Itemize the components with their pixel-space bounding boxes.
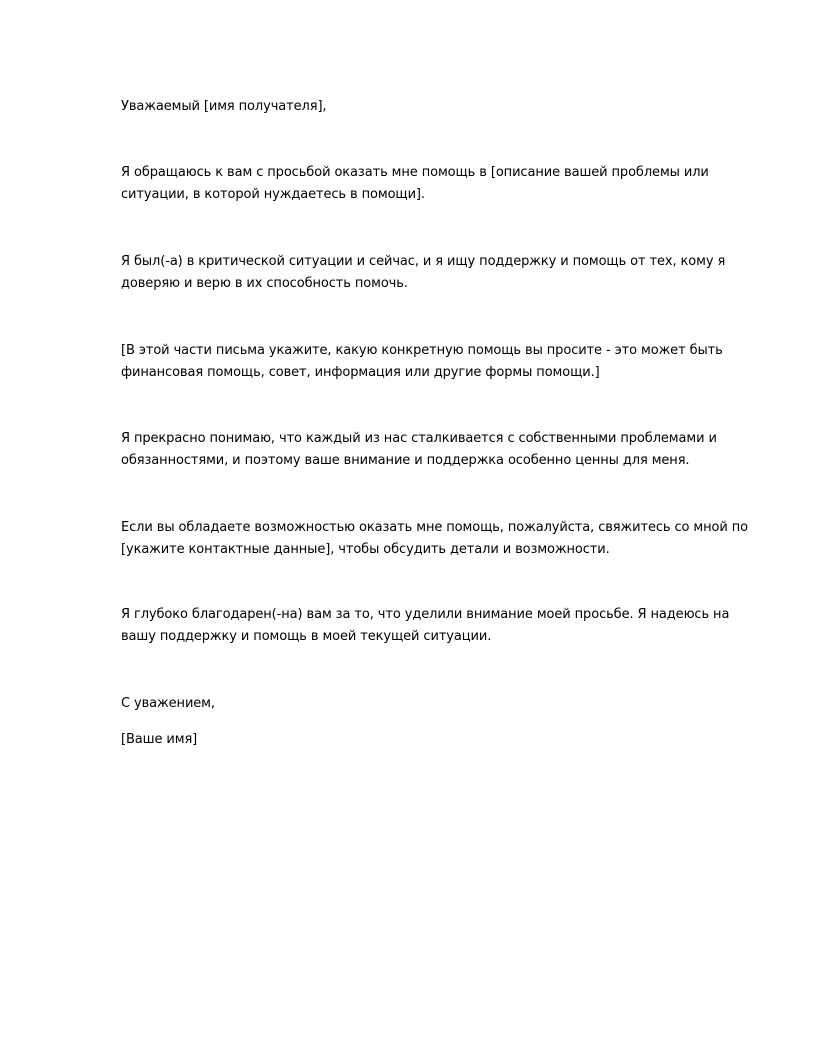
paragraph-5-line-2: [укажите контактные данные], чтобы обсудить детали и возможности. bbox=[121, 542, 610, 557]
salutation bbox=[121, 96, 706, 118]
paragraph-4 bbox=[121, 428, 717, 472]
paragraph-3 bbox=[121, 340, 723, 384]
paragraph-4-line-1: Я прекрасно понимаю, что каждый из нас сталкивается с собственными проблемами и bbox=[121, 431, 717, 446]
paragraph-5 bbox=[121, 517, 749, 561]
paragraph-6-line-1: Я глубоко благодарен(-на) вам за то, что уделили внимание моей просьбе. Я надеюсь на bbox=[121, 607, 730, 622]
closing-text: С уважением, bbox=[121, 696, 215, 711]
signature bbox=[121, 729, 706, 751]
paragraph-1-line-2: ситуации, в которой нуждаетесь в помощи]. bbox=[121, 187, 425, 202]
paragraph-6-line-2: вашу поддержку и помощь в моей текущей ситуации. bbox=[121, 629, 492, 644]
signature-text: [Ваше имя] bbox=[121, 732, 198, 747]
paragraph-4-line-2: обязанностями, и поэтому ваше внимание и поддержка особенно ценны для меня. bbox=[121, 453, 690, 468]
paragraph-5-line-1: Если вы обладаете возможностью оказать мне помощь, пожалуйста, свяжитесь со мной по bbox=[121, 520, 749, 535]
paragraph-1-line-1: Я обращаюсь к вам с просьбой оказать мне помощь в [описание вашей проблемы или bbox=[121, 165, 709, 180]
paragraph-2-line-1: Я был(-а) в критической ситуации и сейчас, и я ищу поддержку и помощь от тех, кому я bbox=[121, 254, 726, 269]
paragraph-2-line-2: доверяю и верю в их способность помочь. bbox=[121, 276, 408, 291]
paragraph-2 bbox=[121, 251, 726, 295]
salutation-text: Уважаемый [имя получателя], bbox=[121, 99, 327, 114]
paragraph-3-line-1: [В этой части письма укажите, какую конкретную помощь вы просите - это может быть bbox=[121, 343, 723, 358]
paragraph-1 bbox=[121, 162, 709, 206]
paragraph-6 bbox=[121, 604, 730, 648]
closing bbox=[121, 693, 706, 715]
paragraph-3-line-2: финансовая помощь, совет, информация или другие формы помощи.] bbox=[121, 365, 600, 380]
